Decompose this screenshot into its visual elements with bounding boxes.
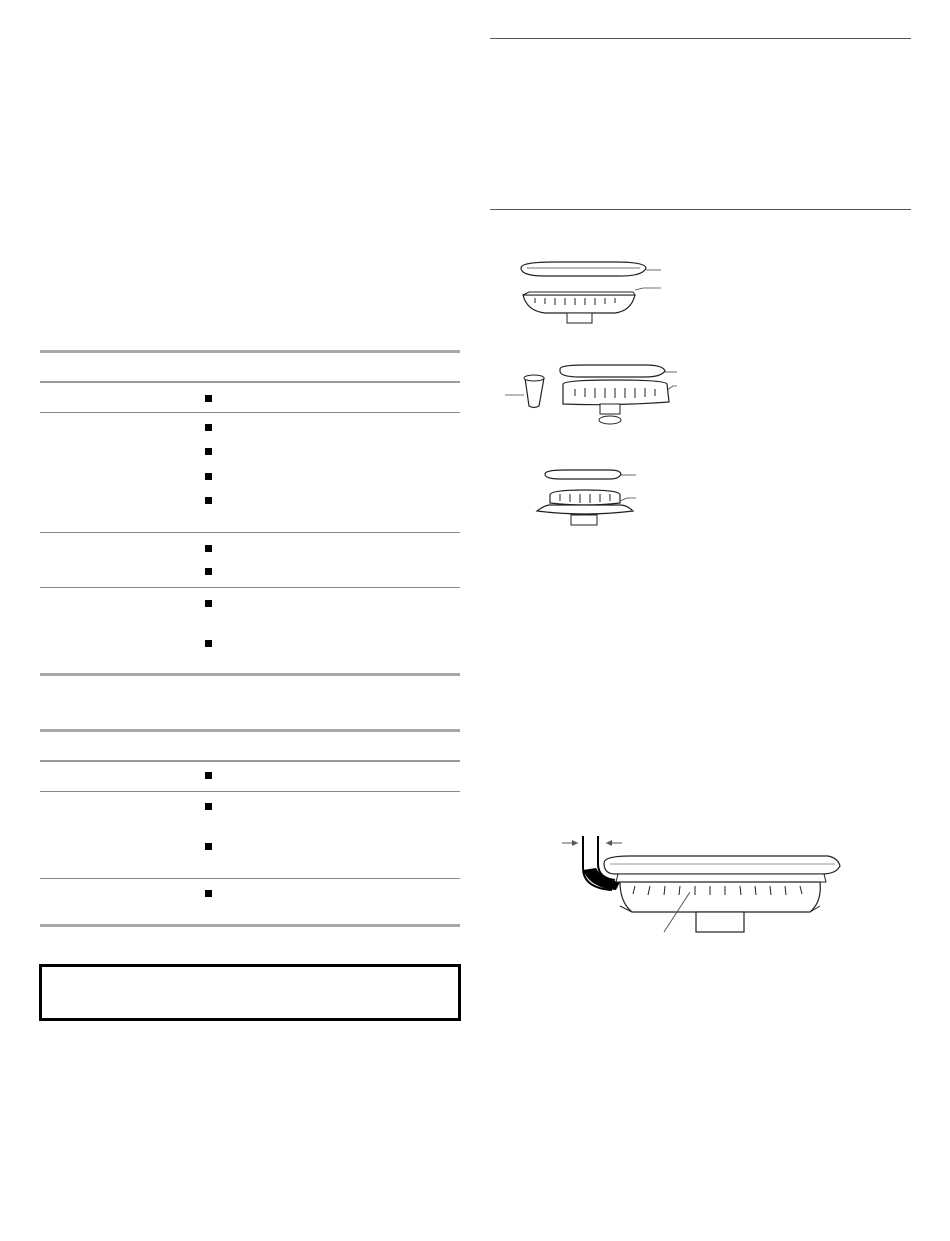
table-row-rule	[40, 791, 460, 792]
burner-figure-2	[505, 360, 695, 430]
table-header-rule	[40, 760, 460, 762]
bullet-square-icon	[205, 640, 212, 647]
bullet-square-icon	[205, 843, 212, 850]
table-row-rule	[40, 878, 460, 879]
burner-cap-icon	[515, 255, 685, 330]
burner-figure-3	[535, 465, 645, 530]
burner-gap-diagram-icon	[560, 830, 850, 940]
bullet-square-icon	[205, 424, 212, 431]
burner-cap-icon	[535, 465, 645, 530]
table-row-rule	[40, 412, 460, 413]
burner-gap-figure	[560, 830, 850, 940]
bullet-square-icon	[205, 890, 212, 897]
table-header-rule	[40, 381, 460, 383]
burner-base-icon	[505, 360, 695, 430]
burner-figure-1	[515, 255, 685, 330]
bullet-square-icon	[205, 568, 212, 575]
bullet-square-icon	[205, 600, 212, 607]
bullet-square-icon	[205, 545, 212, 552]
bullet-square-icon	[205, 448, 212, 455]
table-bottom-rule	[40, 673, 460, 676]
note-box	[39, 964, 461, 1021]
bullet-square-icon	[205, 395, 212, 402]
table-top-rule	[40, 729, 460, 732]
bullet-square-icon	[205, 473, 212, 480]
orifice-sleeve-icon	[525, 378, 544, 408]
bullet-square-icon	[205, 803, 212, 810]
bullet-square-icon	[205, 497, 212, 504]
section-divider-rule	[490, 209, 911, 210]
section-top-rule	[490, 38, 911, 39]
table-top-rule	[40, 350, 460, 353]
table-bottom-rule	[40, 924, 460, 927]
table-row-rule	[40, 532, 460, 533]
bullet-square-icon	[205, 772, 212, 779]
table-row-rule	[40, 587, 460, 588]
